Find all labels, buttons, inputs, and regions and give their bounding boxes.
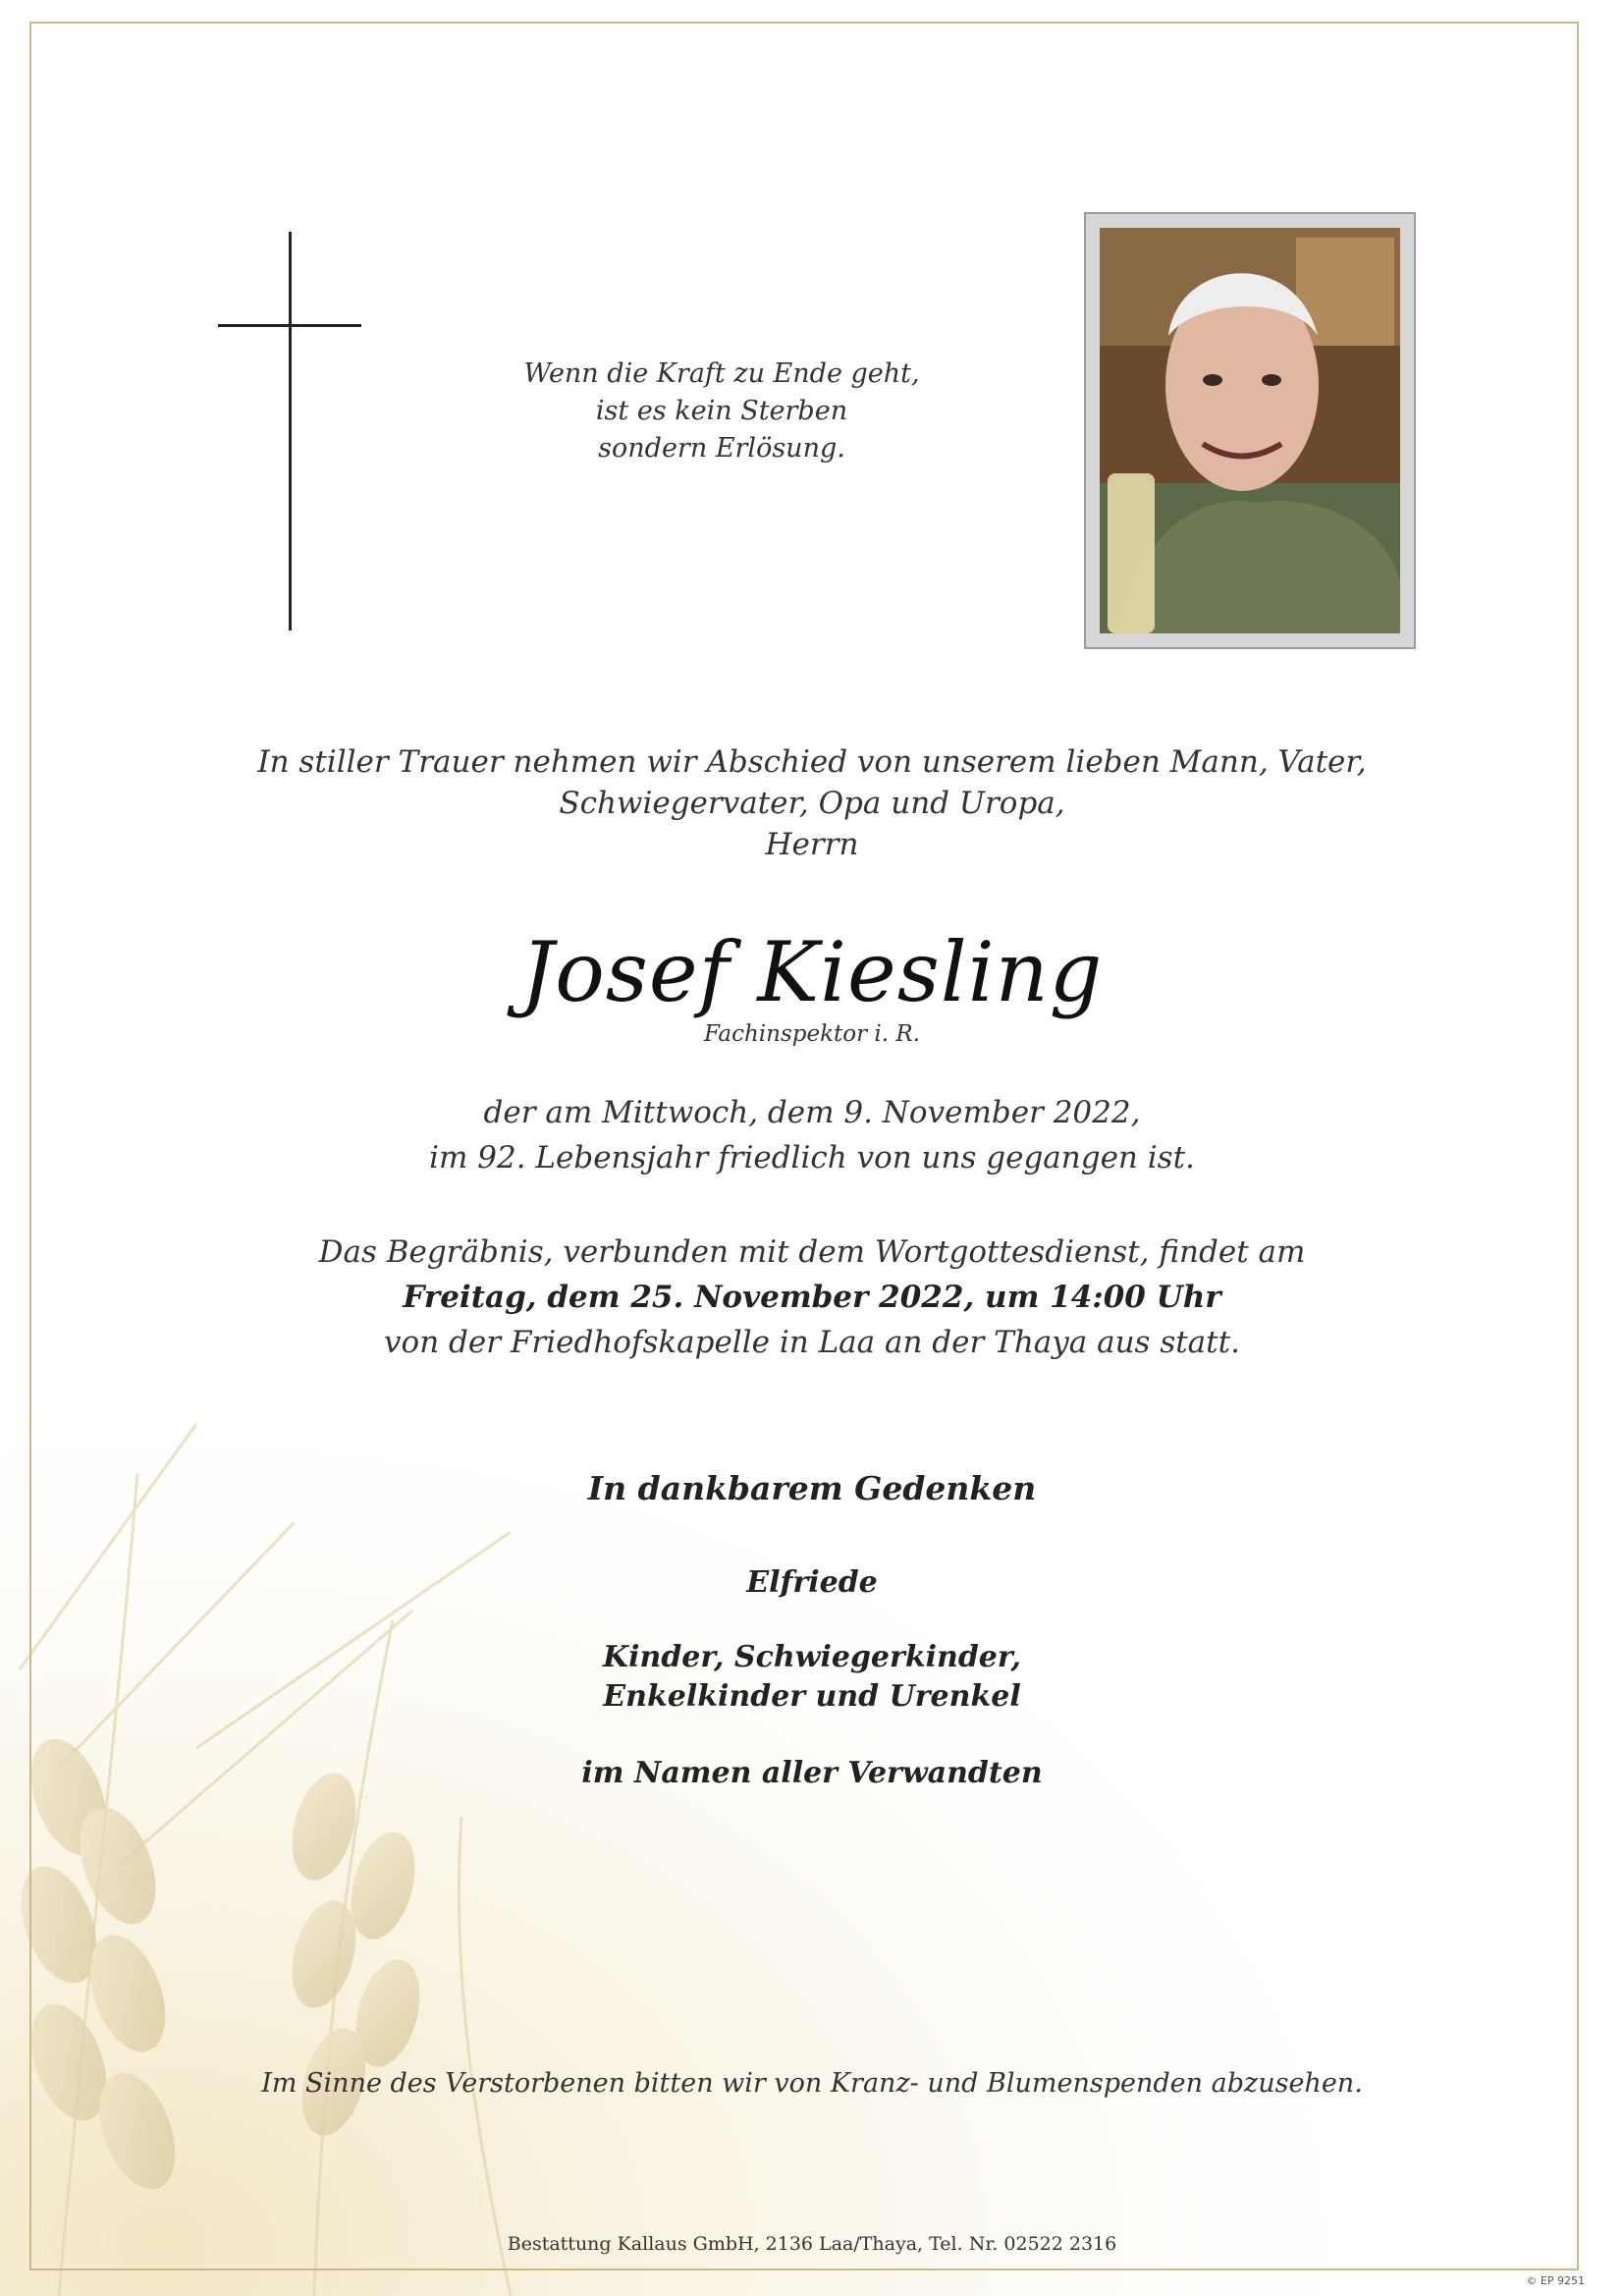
intro-line: Herrn	[765, 827, 859, 862]
death-line: im 92. Lebensjahr friedlich von uns gegangen ist.	[429, 1140, 1195, 1175]
document-code: © EP 9251	[1526, 2274, 1585, 2287]
mourner-relatives: im Namen aller Verwandten	[581, 1756, 1043, 1790]
portrait-photo	[1100, 228, 1400, 633]
intro-line: Schwiegervater, Opa und Uropa,	[559, 786, 1065, 821]
death-notice	[223, 1090, 1401, 1180]
funeral-date-time: Freitag, dem 25. November 2022, um 14:00 Uhr	[403, 1280, 1221, 1315]
quote-line: ist es kein Sterben	[595, 396, 848, 426]
funeral-line: Das Begräbnis, verbunden mit dem Wortgottesdienst, findet am	[318, 1234, 1306, 1270]
death-line: der am Mittwoch, dem 9. November 2022,	[483, 1095, 1141, 1130]
family-line: Enkelkinder und Urenkel	[603, 1679, 1021, 1714]
mourner-spouse: Elfriede	[746, 1565, 878, 1600]
donation-request: Im Sinne des Verstorbenen bitten wir von Kranz- und Blumenspenden abzusehen.	[261, 2068, 1363, 2099]
quote-line: Wenn die Kraft zu Ende geht,	[523, 358, 920, 389]
funeral-notice	[223, 1230, 1401, 1365]
mourners-heading: In dankbarem Gedenken	[587, 1469, 1037, 1507]
deceased-name: Josef Kiesling	[520, 924, 1104, 1020]
intro-line: In stiller Trauer nehmen wir Abschied von unserem lieben Mann, Vater,	[257, 744, 1367, 780]
intro-text	[223, 741, 1401, 865]
cross-icon	[218, 232, 361, 630]
funeral-home-footer: Bestattung Kallaus GmbH, 2136 Laa/Thaya, Tel. Nr. 02522 2316	[507, 2233, 1117, 2255]
quote-line: sondern Erlösung.	[598, 433, 845, 464]
portrait-photo-frame	[1084, 212, 1416, 649]
deceased-title: Fachinspektor i. R.	[703, 1021, 921, 1047]
funeral-line: von der Friedhofskapelle in Laa an der Thaya aus statt.	[384, 1325, 1240, 1360]
family-line: Kinder, Schwiegerkinder,	[603, 1640, 1021, 1674]
memorial-quote	[461, 355, 982, 467]
mourner-family	[223, 1638, 1401, 1717]
